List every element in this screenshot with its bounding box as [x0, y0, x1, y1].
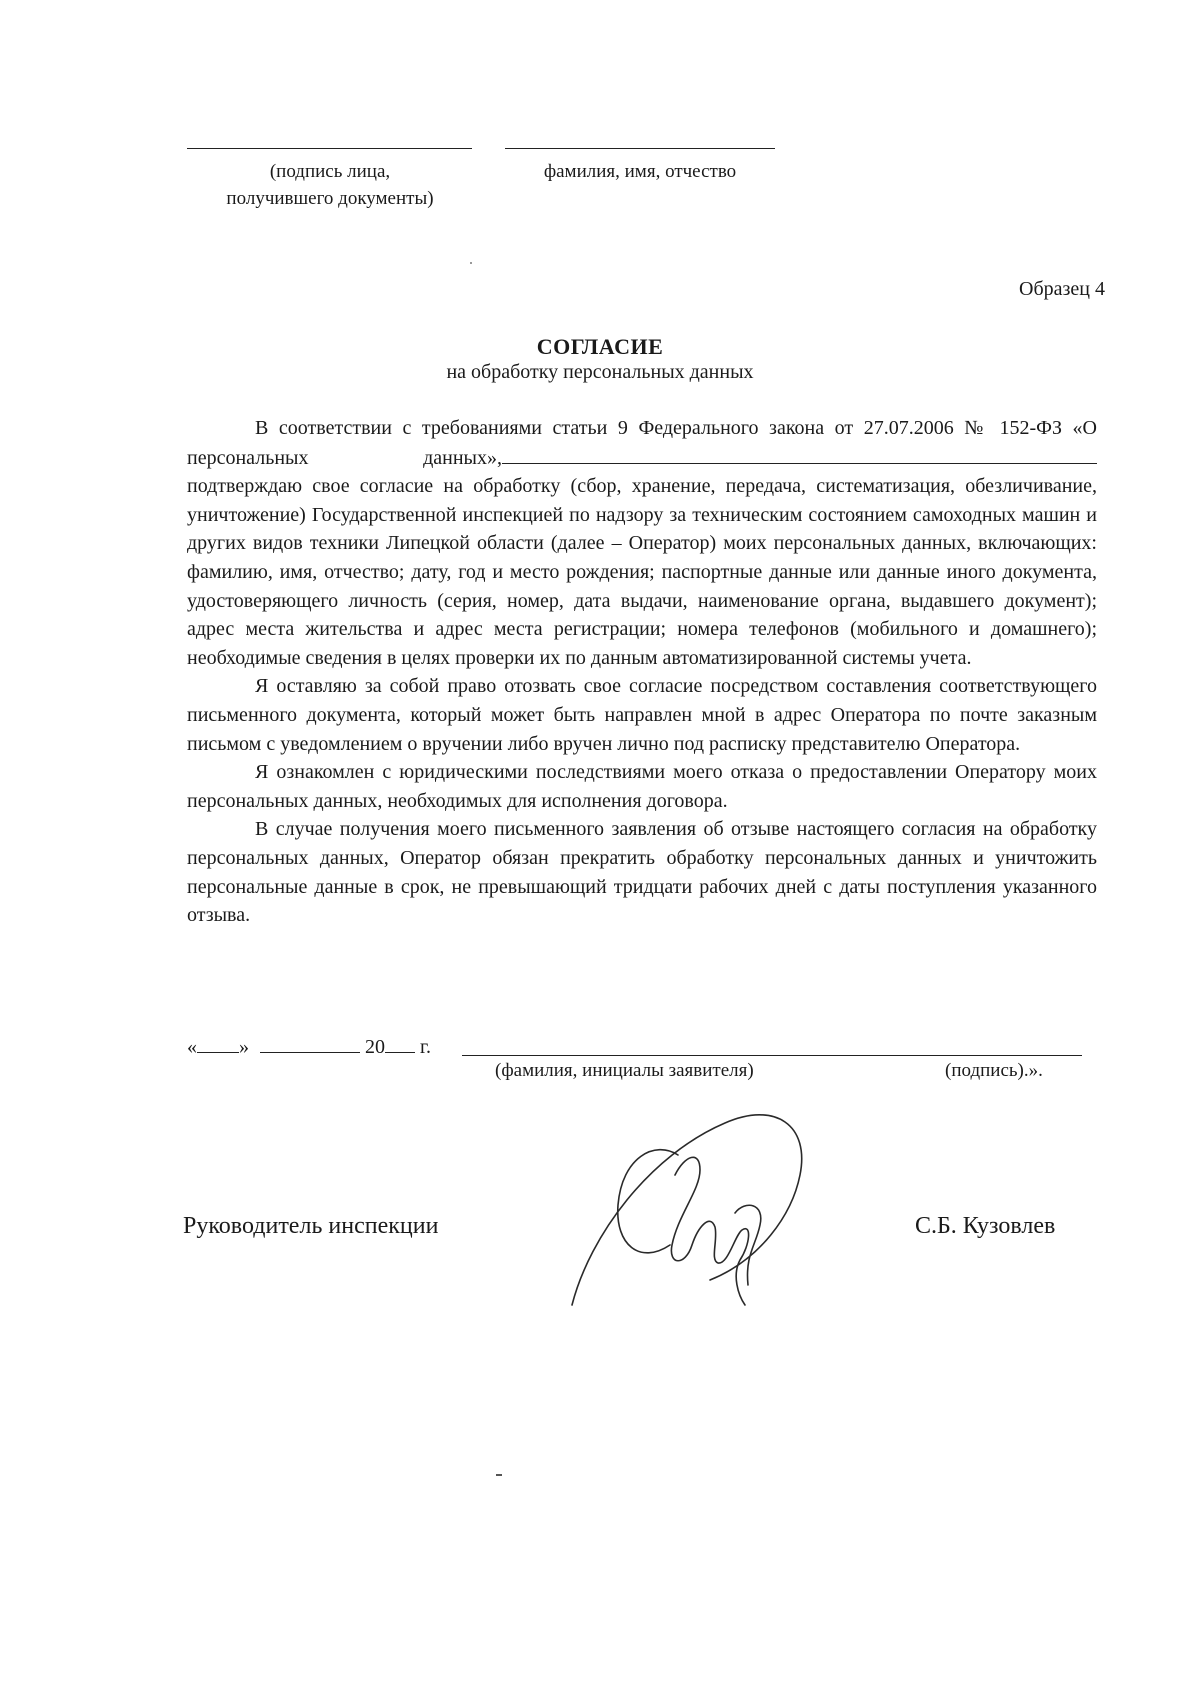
paragraph-4: В случае получения моего письменного заявления об отзыве настоящего согласия на обработку персональных данных, Оператор обязан прекратить обработку персональных данных и уничтожить персональные данные в срок, не превышающий тридцати рабочих дней с даты поступления указанного отзыва. [187, 818, 1097, 927]
scan-speck [470, 262, 472, 264]
applicant-name-caption: (фамилия, инициалы заявителя) [495, 1060, 754, 1081]
document-subtitle: на обработку персональных данных [446, 361, 754, 383]
applicant-line [462, 1055, 1082, 1056]
signature-caption: (подпись лица, получившего документы) [226, 161, 434, 209]
paragraph-1 [187, 414, 1097, 672]
document-body [187, 414, 1097, 930]
name-line [505, 148, 775, 149]
date-open-quote: « [187, 1036, 197, 1058]
handwritten-signature [560, 1095, 830, 1325]
month-blank [260, 1034, 360, 1053]
paragraph-3: Я ознакомлен с юридическими последствиями моего отказа о предоставлении Оператору моих персональных данных, необходимых для исполнения договора. [187, 761, 1097, 812]
paragraph-1-rest: подтверждаю свое согласие на обработку (сбор, хранение, передача, систематизация, обезличивание, уничтожение) Государственной инспекцией по надзору за техническим состоянием самоходных машин и других видов техники Липецкой области (далее – Оператор) моих персональных данных, включающих: фамилию, имя, отчество; дату, год и место рождения; паспортные данные или данные иного документа, удостоверяющего личность (серия, номер, дата выдачи, наименование органа, выдавшего документ); адрес места жительства и адрес места регистрации; номера телефонов (мобильного и домашнего); необходимые сведения в целях проверки их по данным автоматизированной системы учета. [187, 475, 1097, 669]
date-close-quote: » [239, 1036, 249, 1058]
sample-label: Образец 4 [1019, 278, 1105, 300]
date-row [187, 1034, 431, 1059]
year-suffix: г. [420, 1036, 431, 1058]
day-blank [197, 1034, 239, 1053]
document-title: СОГЛАСИЕ [536, 334, 664, 359]
paragraph-1-start: В соответствии с требованиями статьи 9 Федерального закона от 27.07.2006 № 152-ФЗ «О персональных данных», [187, 417, 1097, 469]
paragraph-2: Я оставляю за собой право отозвать свое согласие посредством составления соответствующего письменного документа, который может быть направлен мной в адрес Оператора по почте заказным письмом с уведомлением о вручении либо вручен лично под расписку представителю Оператора. [187, 675, 1097, 755]
signature-line [187, 148, 472, 149]
year-blank [385, 1034, 415, 1053]
head-position: Руководитель инспекции [183, 1213, 439, 1239]
applicant-signature-caption: (подпись).». [945, 1060, 1043, 1081]
head-name: С.Б. Кузовлев [915, 1213, 1056, 1239]
name-caption: фамилия, имя, отчество [543, 161, 737, 182]
scan-mark [496, 1474, 502, 1476]
year-prefix: 20 [365, 1036, 385, 1058]
fill-in-line [502, 443, 1097, 464]
